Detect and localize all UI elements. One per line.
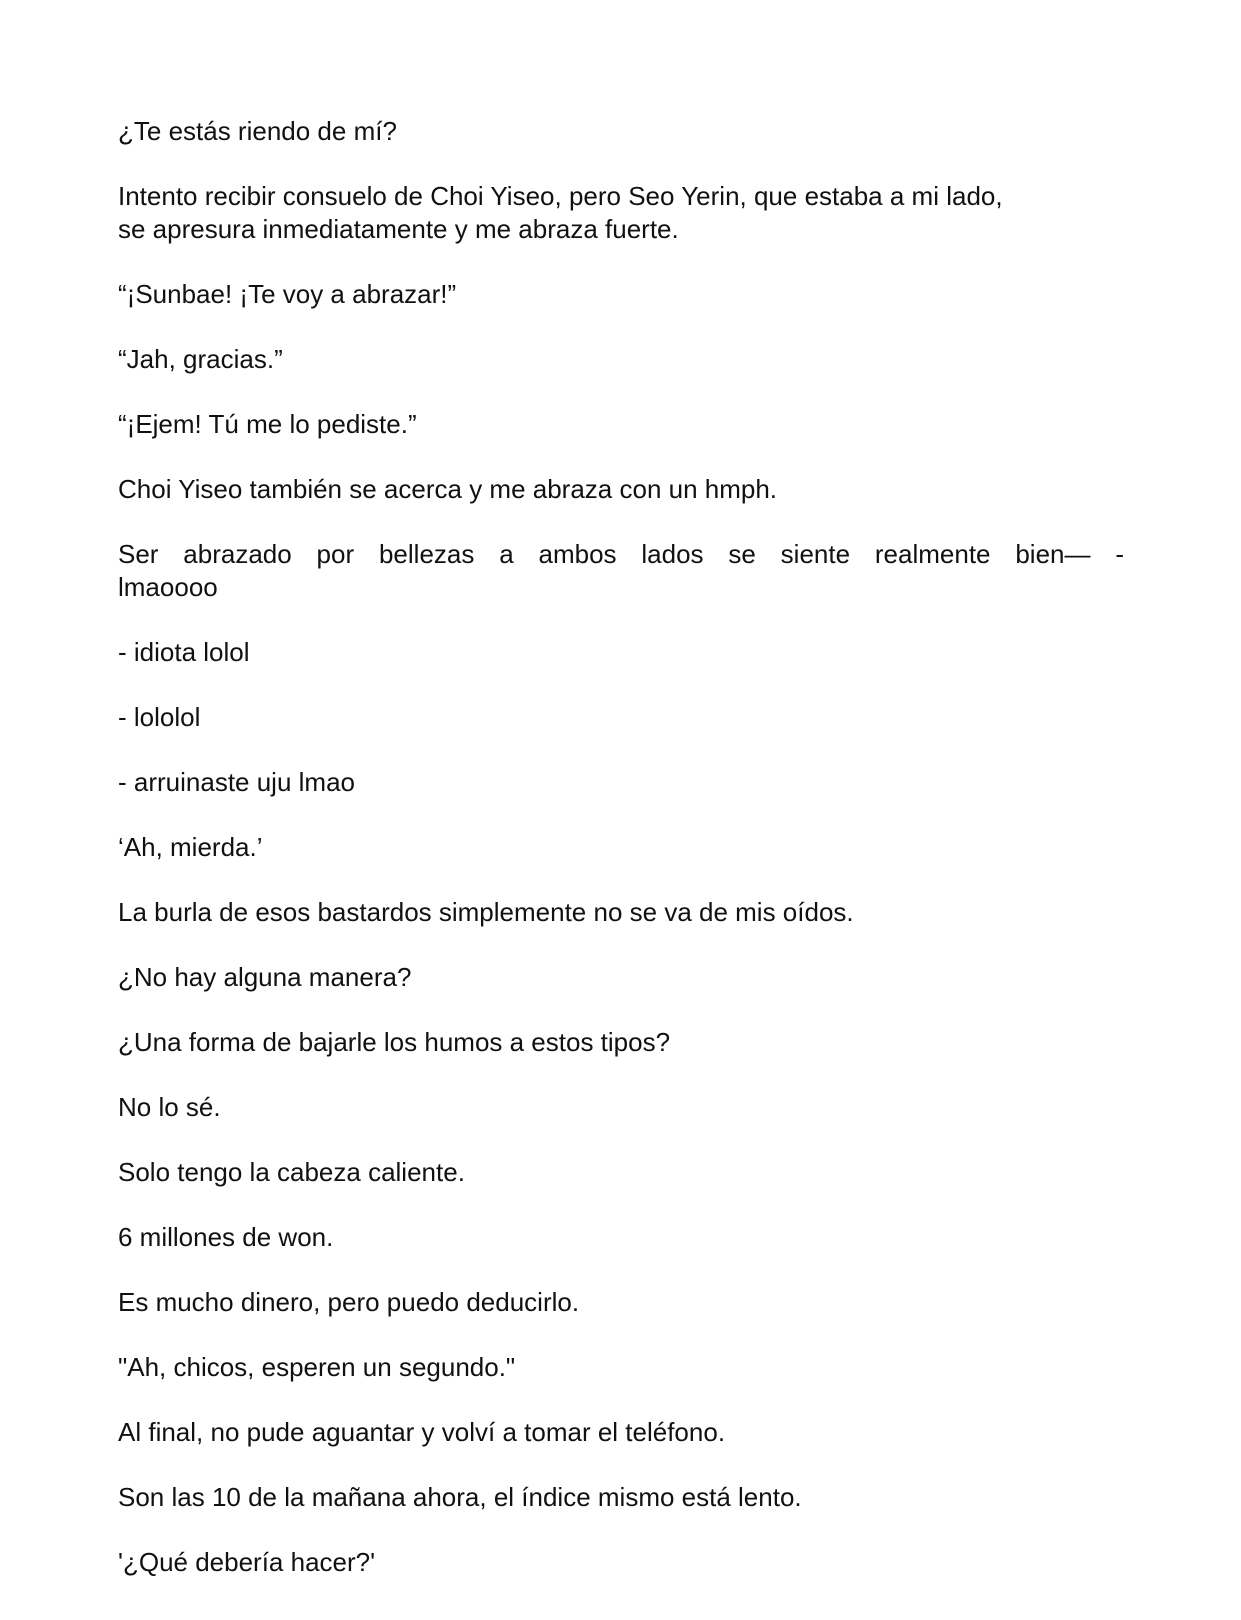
paragraph-line: Intento recibir consuelo de Choi Yiseo, pero Seo Yerin, que estaba a mi lado, — [118, 181, 1003, 211]
chat-comment: - idiota lolol — [118, 637, 250, 667]
paragraph: ¿Una forma de bajarle los humos a estos tipos? — [118, 1027, 671, 1057]
paragraph: ¿No hay alguna manera? — [118, 962, 412, 992]
dialogue-line: “¡Sunbae! ¡Te voy a abrazar!” — [118, 279, 457, 309]
paragraph: Al final, no pude aguantar y volví a tomar el teléfono. — [118, 1417, 726, 1447]
thought-line: ‘Ah, mierda.’ — [118, 832, 263, 862]
paragraph-line: lmaoooo — [118, 572, 218, 602]
paragraph: Choi Yiseo también se acerca y me abraza con un hmph. — [118, 474, 778, 504]
paragraph: Son las 10 de la mañana ahora, el índice mismo está lento. — [118, 1482, 802, 1512]
dialogue-line: “¡Ejem! Tú me lo pediste.” — [118, 409, 417, 439]
paragraph: Es mucho dinero, pero puedo deducirlo. — [118, 1287, 580, 1317]
paragraph: La burla de esos bastardos simplemente no se va de mis oídos. — [118, 897, 854, 927]
dialogue-line: “Jah, gracias.” — [118, 344, 283, 374]
dialogue-line: "Ah, chicos, esperen un segundo." — [118, 1352, 516, 1382]
paragraph: 6 millones de won. — [118, 1222, 334, 1252]
paragraph-line: se apresura inmediatamente y me abraza fuerte. — [118, 214, 679, 244]
chat-comment: - lololol — [118, 702, 201, 732]
chat-comment: - arruinaste uju lmao — [118, 767, 355, 797]
paragraph-line-justified: Ser abrazado por bellezas a ambos lados se siente realmente bien— - — [118, 539, 1124, 569]
thought-line: '¿Qué debería hacer?' — [118, 1547, 376, 1577]
paragraph: ¿Te estás riendo de mí? — [118, 116, 397, 146]
paragraph: Solo tengo la cabeza caliente. — [118, 1157, 465, 1187]
paragraph: No lo sé. — [118, 1092, 221, 1122]
